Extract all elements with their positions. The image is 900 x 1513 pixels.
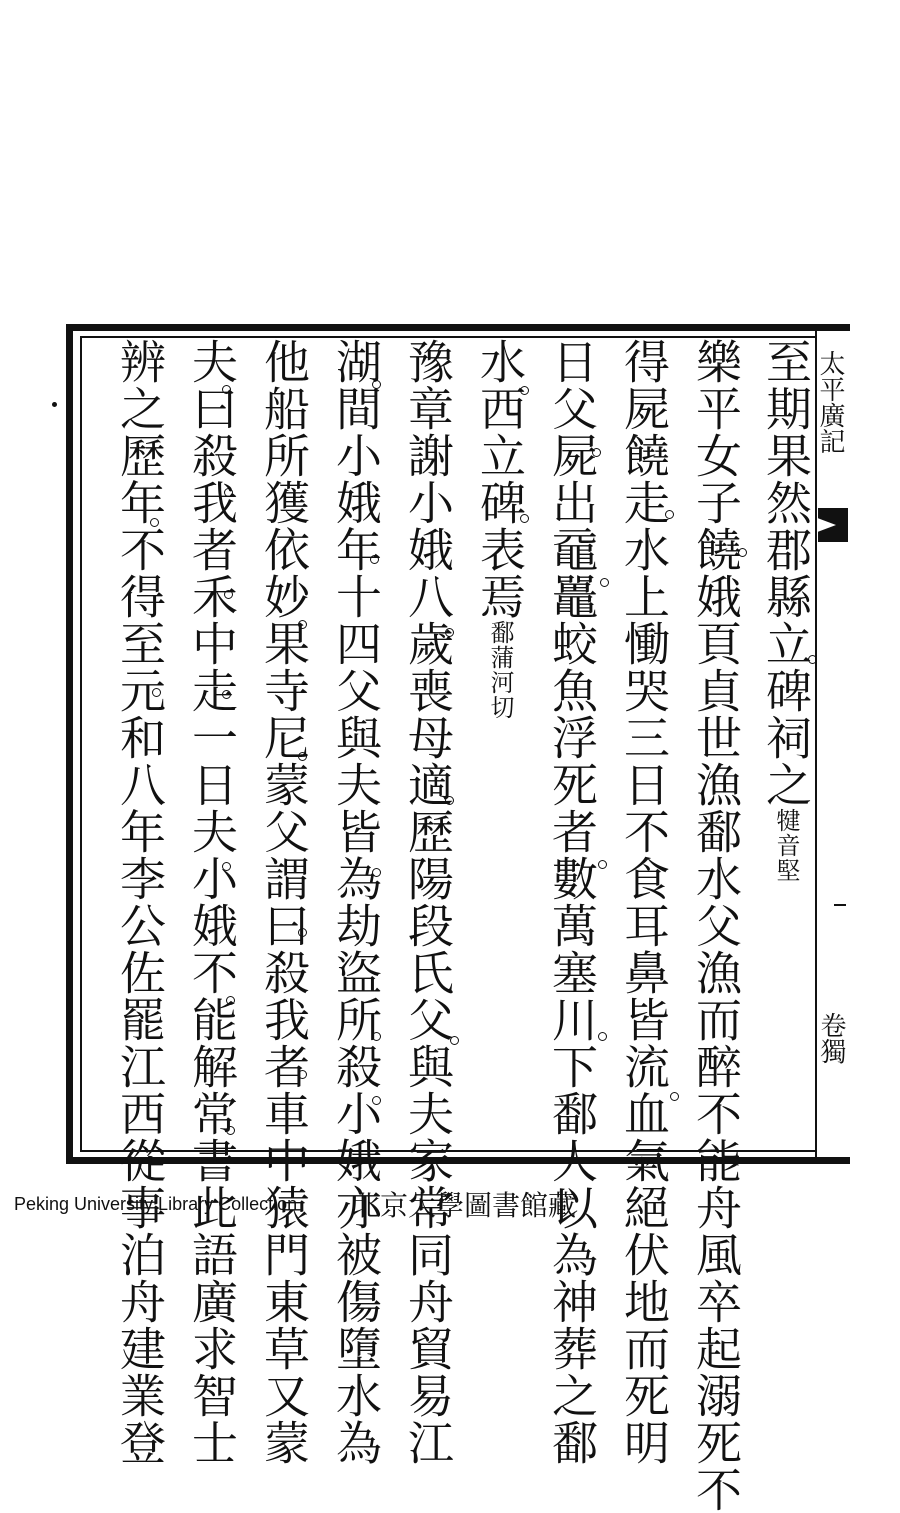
margin-divider: [834, 904, 846, 906]
column-text: 湖間小娥年十四父與夫皆為劫盜所殺小娥亦被傷墮水為: [329, 338, 383, 1466]
column-text: 得屍饒走水上慟哭三日不食耳鼻皆流血氣絕伏地而死明: [617, 338, 671, 1466]
column-text: 他船所獲依妙果寺尼蒙父謂曰殺我者車中猿門東草又蒙: [257, 338, 311, 1466]
punctuation-dot-icon: [808, 655, 817, 664]
punctuation-dot-icon: [520, 514, 529, 523]
collection-credit-chinese: 北京大學圖書館藏: [352, 1189, 577, 1222]
punctuation-dot-icon: [298, 928, 307, 937]
punctuation-dot-icon: [738, 548, 747, 557]
column-annotation: 鄱蒲河切: [486, 620, 514, 720]
collection-credit-english: Peking University Library Collection: [14, 1194, 298, 1214]
text-column: [470, 338, 530, 720]
punctuation-dot-icon: [224, 488, 233, 497]
column-text: 夫曰殺我者禾中走一日夫小娥不能解常書此語廣求智士: [185, 338, 239, 1466]
column-text: 辨之歷年不得至元和八年李公佐罷江西從事泊舟建業登: [113, 338, 167, 1466]
text-column: [686, 338, 746, 1513]
punctuation-dot-icon: [592, 448, 601, 457]
punctuation-dot-icon: [224, 590, 233, 599]
punctuation-dot-icon: [520, 386, 529, 395]
punctuation-dot-icon: [370, 555, 379, 564]
punctuation-dot-icon: [152, 688, 161, 697]
footer: [0, 1180, 900, 1220]
punctuation-dot-icon: [670, 1092, 679, 1101]
punctuation-dot-icon: [222, 690, 231, 699]
punctuation-dot-icon: [372, 380, 381, 389]
punctuation-dot-icon: [445, 628, 454, 637]
punctuation-dot-icon: [372, 1096, 381, 1105]
text-column: [398, 338, 458, 1466]
punctuation-dot-icon: [372, 1032, 381, 1041]
punctuation-dot-icon: [665, 510, 674, 519]
inner-border-left: [80, 336, 82, 1152]
column-text: 日父屍出黿鼉蛟魚浮死者數萬塞川下鄱人以為神葬之鄱: [545, 338, 599, 1466]
margin-book-title: 太平廣記: [815, 350, 845, 454]
punctuation-dot-icon: [598, 860, 607, 869]
text-column: [326, 338, 386, 1466]
text-column: [542, 338, 602, 1466]
column-text: 水西立碑表焉: [473, 338, 527, 620]
punctuation-dot-icon: [298, 620, 307, 629]
punctuation-dot-icon: [222, 862, 231, 871]
punctuation-dot-icon: [150, 518, 159, 527]
column-text: 樂平女子饒娥頁貞世漁鄱水父漁而醉不能舟風卒起溺死不: [689, 338, 743, 1513]
punctuation-dot-icon: [226, 1126, 235, 1135]
punctuation-dot-icon: [598, 1032, 607, 1041]
column-text: 豫章謝小娥八歲喪母適歷陽段氏父與夫家常同舟貿易江: [401, 338, 455, 1466]
punctuation-dot-icon: [298, 1070, 307, 1079]
scan-speck: [52, 402, 57, 407]
text-column: [110, 338, 170, 1466]
text-column: [756, 338, 816, 883]
punctuation-dot-icon: [298, 752, 307, 761]
text-column: [254, 338, 314, 1466]
column-annotation: 犍音堅: [772, 808, 800, 883]
punctuation-dot-icon: [600, 578, 609, 587]
text-column: [614, 338, 674, 1466]
text-column: [182, 338, 242, 1466]
punctuation-dot-icon: [372, 868, 381, 877]
punctuation-dot-icon: [226, 996, 235, 1005]
punctuation-dot-icon: [450, 1036, 459, 1045]
margin-volume-label: 卷獨: [816, 1012, 846, 1064]
punctuation-dot-icon: [445, 796, 454, 805]
punctuation-dot-icon: [222, 385, 231, 394]
column-text: 至期果然郡縣立碑祠之: [759, 338, 813, 808]
